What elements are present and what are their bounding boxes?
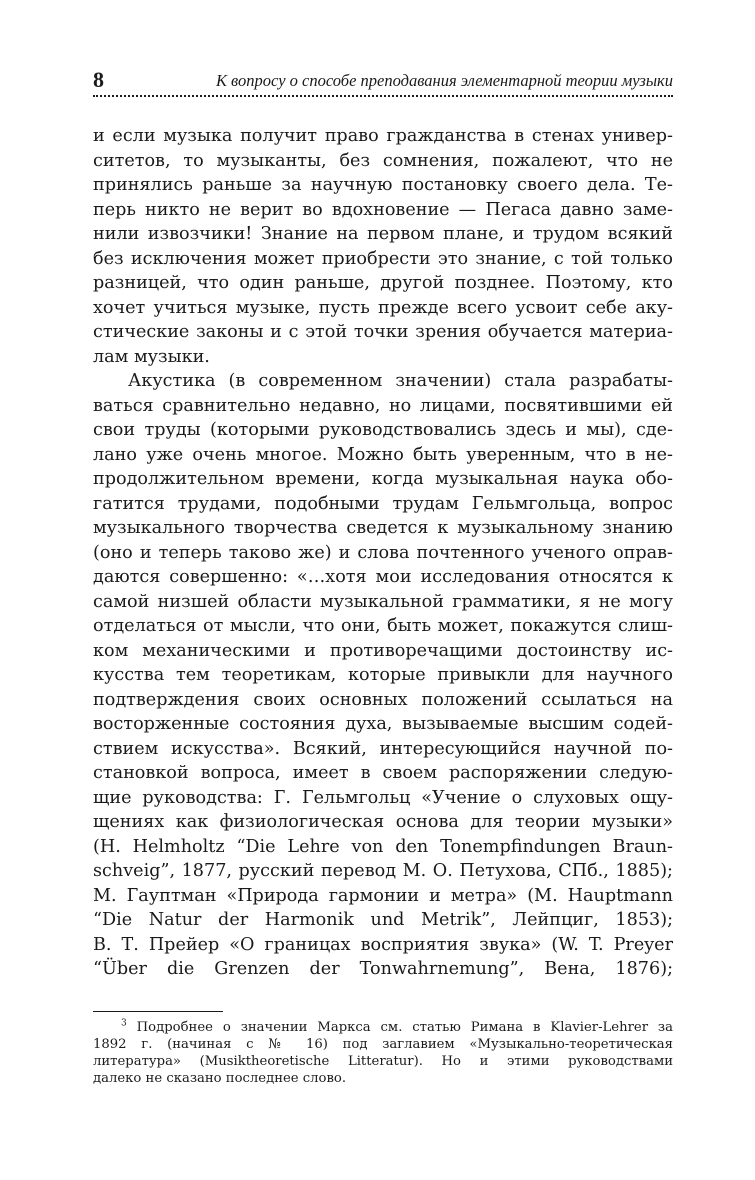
text-line: ком механическими и противоречащими достоинству ис- [93, 640, 673, 661]
footnote-marker: 3 [121, 1018, 127, 1029]
text-line: музыкального творчества сведется к музыкальному знанию [93, 518, 673, 538]
text-line: гатится трудами, подобными трудам Гельмгольца, вопрос [93, 493, 673, 514]
text-line: принялись раньше за научную постановку своего дела. Те- [93, 175, 673, 195]
text-line: (оно и теперь таково же) и слова почтенного ученого оправ- [93, 542, 673, 563]
text-line: без исключения может приобрести это знание, с той только [93, 248, 673, 269]
page-header [93, 68, 673, 98]
text-line: лано уже очень многое. Можно быть уверенным, что в не- [93, 444, 673, 465]
text-line: хочет учиться музыке, пусть прежде всего усвоит себе аку- [93, 297, 673, 318]
footnote-line: литература» (Musiktheoretische Litteratur). Но и этими руководствами [93, 1054, 673, 1069]
text-line: становкой вопроса, имеет в своем распоряжении следую- [93, 763, 673, 783]
text-line: разницей, что один раньше, другой позднее. Поэтому, кто [93, 273, 673, 293]
text-line: (H. Helmholtz “Die Lehre von den Tonempfindungen Braun- [93, 836, 673, 857]
footnote-text: Подробнее о значении Маркса см. статью Римана в Klavier-Lehrer за [136, 1020, 673, 1035]
text-line: и если музыка получит право гражданства в стенах универ- [93, 126, 673, 146]
text-line: М. Гауптман «Природа гармонии и метра» (M. Hauptmann [93, 885, 673, 906]
text-line: щие руководства: Г. Гельмгольц «Учение о слуховых ощу- [93, 787, 673, 808]
text-line: нили извозчики! Знание на первом плане, и трудом всякий [93, 224, 673, 244]
text-line: schveig”, 1877, русский перевод М. О. Петухова, СПб., 1885); [93, 861, 673, 881]
header-dotted-rule [93, 95, 673, 100]
text-line: ваться сравнительно недавно, но лицами, посвятившими ей [93, 395, 673, 416]
text-line: восторженные состояния духа, вызываемые высшим содей- [93, 714, 673, 734]
text-line: самой низшей области музыкальной грамматики, я не могу [93, 591, 673, 612]
footnotes [93, 1019, 673, 1087]
page-number: 8 [93, 67, 104, 92]
body-text [93, 124, 673, 982]
text-line: даются совершенно: «…хотя мои исследования относятся к [93, 567, 673, 587]
text-line: кусства тем теоретикам, которые привыкли для научного [93, 665, 673, 685]
text-line: “Über die Grenzen der Tonwahrnemung”, Вена, 1876); [93, 959, 673, 979]
text-line: продолжительном времени, когда музыкальная наука обо- [93, 469, 673, 489]
text-line: подтверждения своих основных положений ссылаться на [93, 689, 673, 710]
text-line: ситетов, то музыканты, без сомнения, пожалеют, что не [93, 150, 673, 171]
text-line: свои труды (которыми руководствовались здесь и мы), сде- [93, 420, 673, 440]
text-line: ствием искусства». Всякий, интересующийся научной по- [93, 738, 673, 759]
text-line: стические законы и с этой точки зрения обучается материа- [93, 322, 673, 342]
text-line: лам музыки. [93, 346, 210, 367]
footnote-line [93, 1019, 673, 1036]
text-line: “Die Natur der Harmonik und Metrik”, Лейпциг, 1853); [93, 910, 673, 930]
text-line: щениях как физиологическая основа для теории музыки» [93, 812, 673, 832]
text-line: отделаться от мысли, что они, быть может, покажутся слиш- [93, 616, 673, 636]
footnote-line: 1892 г. (начиная с № 16) под заглавием «Музыкально-теоретическая [93, 1037, 673, 1052]
footnote-separator [93, 1011, 223, 1012]
footnote-line: далеко не сказано последнее слово. [93, 1071, 347, 1086]
text-line: Акустика (в современном значении) стала разрабаты- [128, 371, 673, 391]
text-line: перь никто не верит во вдохновение — Пегаса давно заме- [93, 199, 673, 220]
running-title: К вопросу о способе преподавания элементарной теории музыки [215, 71, 673, 90]
text-line: В. Т. Прейер «О границах восприятия звука» (W. T. Preyer [93, 934, 673, 955]
